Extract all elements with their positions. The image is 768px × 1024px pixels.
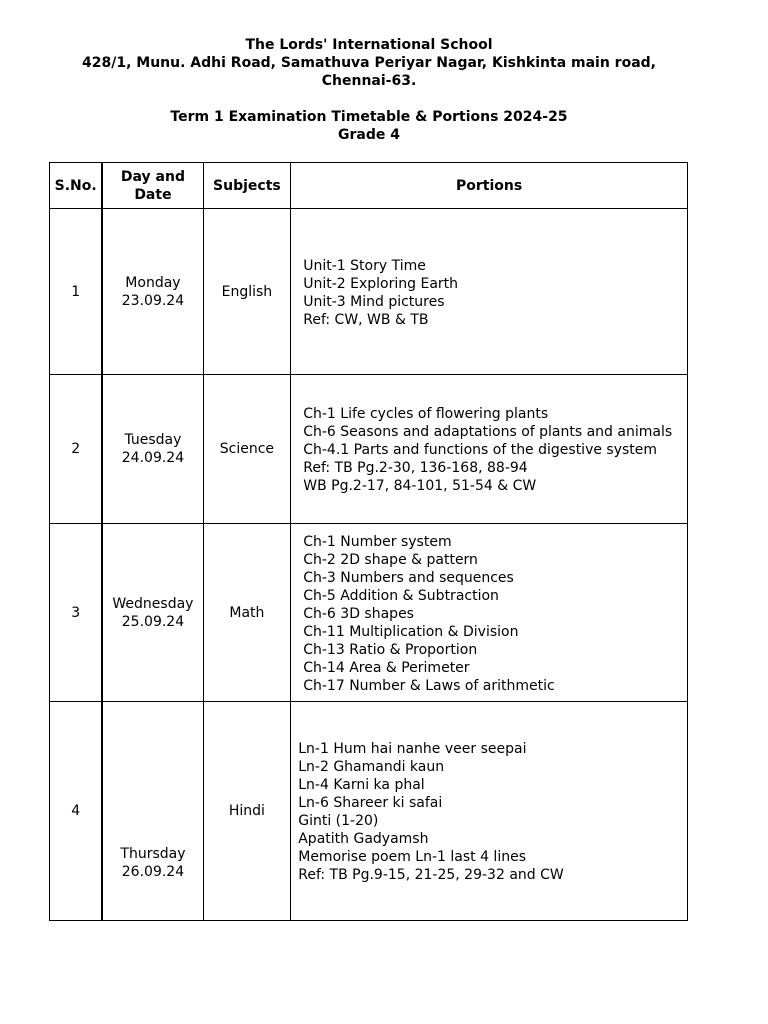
row-day-date bbox=[102, 702, 203, 921]
row-day: Monday bbox=[125, 274, 181, 291]
portion-item: Memorise poem Ln-1 last 4 lines bbox=[298, 849, 526, 865]
school-address-line-2: Chennai-63. bbox=[321, 73, 417, 89]
row-day-date-block bbox=[103, 845, 202, 881]
row-date: 24.09.24 bbox=[121, 450, 185, 466]
header-sno: S.No. bbox=[50, 163, 103, 209]
row-portions bbox=[291, 209, 688, 375]
row-day: Thursday bbox=[120, 846, 186, 862]
portion-item: Ref: CW, WB & TB bbox=[303, 311, 429, 328]
row-day-date bbox=[102, 375, 203, 524]
portion-item: Ch-5 Addition & Subtraction bbox=[303, 587, 499, 604]
row-day-date bbox=[102, 524, 203, 702]
portion-item: Ch-1 Life cycles of flowering plants bbox=[303, 406, 549, 422]
row-sno: 2 bbox=[50, 375, 103, 524]
portion-item: Ref: TB Pg.9-15, 21-25, 29-32 and CW bbox=[298, 867, 564, 883]
exam-title: Term 1 Examination Timetable & Portions 2024-25 bbox=[170, 109, 568, 125]
header-portions: Portions bbox=[291, 163, 688, 209]
row-date: 23.09.24 bbox=[121, 292, 185, 309]
portion-item: Unit-2 Exploring Earth bbox=[303, 275, 459, 292]
row-day: Tuesday bbox=[124, 432, 182, 448]
row-day-date bbox=[102, 209, 203, 375]
portion-item: Unit-1 Story Time bbox=[303, 257, 426, 274]
row-sno: 3 bbox=[50, 524, 103, 702]
header-day-date bbox=[102, 163, 203, 209]
header-day-date-line-1: Day and bbox=[120, 168, 185, 185]
portion-item: Ch-1 Number system bbox=[303, 533, 452, 550]
portion-item: Ch-4.1 Parts and functions of the digestive system bbox=[303, 442, 658, 458]
table-row bbox=[50, 375, 688, 524]
portion-item: Ln-2 Ghamandi kaun bbox=[298, 759, 445, 775]
row-date: 26.09.24 bbox=[121, 864, 185, 880]
portion-item: Ref: TB Pg.2-30, 136-168, 88-94 bbox=[303, 460, 528, 476]
portion-item: Ch-2 2D shape & pattern bbox=[303, 551, 478, 568]
table-header-row bbox=[50, 163, 688, 209]
portion-item: Ch-6 Seasons and adaptations of plants and animals bbox=[303, 424, 673, 440]
row-subject: Science bbox=[203, 375, 291, 524]
portion-item: Ln-1 Hum hai nanhe veer seepai bbox=[298, 741, 527, 757]
row-date: 25.09.24 bbox=[121, 613, 185, 630]
timetable bbox=[49, 162, 688, 921]
portion-item: Ginti (1-20) bbox=[298, 813, 379, 829]
portion-item: Ln-4 Karni ka phal bbox=[298, 777, 425, 793]
header-subjects: Subjects bbox=[203, 163, 291, 209]
portion-item: WB Pg.2-17, 84-101, 51-54 & CW bbox=[303, 478, 537, 494]
row-portions bbox=[291, 524, 688, 702]
row-sno: 4 bbox=[50, 702, 103, 921]
portion-item: Ln-6 Shareer ki safai bbox=[298, 795, 443, 811]
row-subject: Hindi bbox=[203, 702, 291, 921]
table-row bbox=[50, 702, 688, 921]
school-address-line-1: 428/1, Munu. Adhi Road, Samathuva Periyar Nagar, Kishkinta main road, bbox=[82, 55, 656, 71]
portion-item: Ch-11 Multiplication & Division bbox=[303, 623, 519, 640]
header-day-date-line-2: Date bbox=[134, 186, 172, 203]
row-day: Wednesday bbox=[112, 595, 194, 612]
row-subject: Math bbox=[203, 524, 291, 702]
header-spacer bbox=[0, 90, 738, 108]
portion-item: Apatith Gadyamsh bbox=[298, 831, 429, 847]
row-subject: English bbox=[203, 209, 291, 375]
table-row bbox=[50, 209, 688, 375]
document-header bbox=[0, 36, 738, 144]
portion-item: Ch-6 3D shapes bbox=[303, 605, 414, 622]
school-name: The Lords' International School bbox=[245, 37, 493, 53]
row-sno: 1 bbox=[50, 209, 103, 375]
grade-label: Grade 4 bbox=[338, 127, 400, 143]
portion-item: Ch-13 Ratio & Proportion bbox=[303, 641, 478, 658]
portion-item: Ch-17 Number & Laws of arithmetic bbox=[303, 677, 555, 694]
table-row bbox=[50, 524, 688, 702]
portion-item: Ch-3 Numbers and sequences bbox=[303, 569, 514, 586]
row-portions bbox=[291, 375, 688, 524]
row-portions bbox=[291, 702, 688, 921]
portion-item: Unit-3 Mind pictures bbox=[303, 293, 445, 310]
portion-item: Ch-14 Area & Perimeter bbox=[303, 659, 470, 676]
